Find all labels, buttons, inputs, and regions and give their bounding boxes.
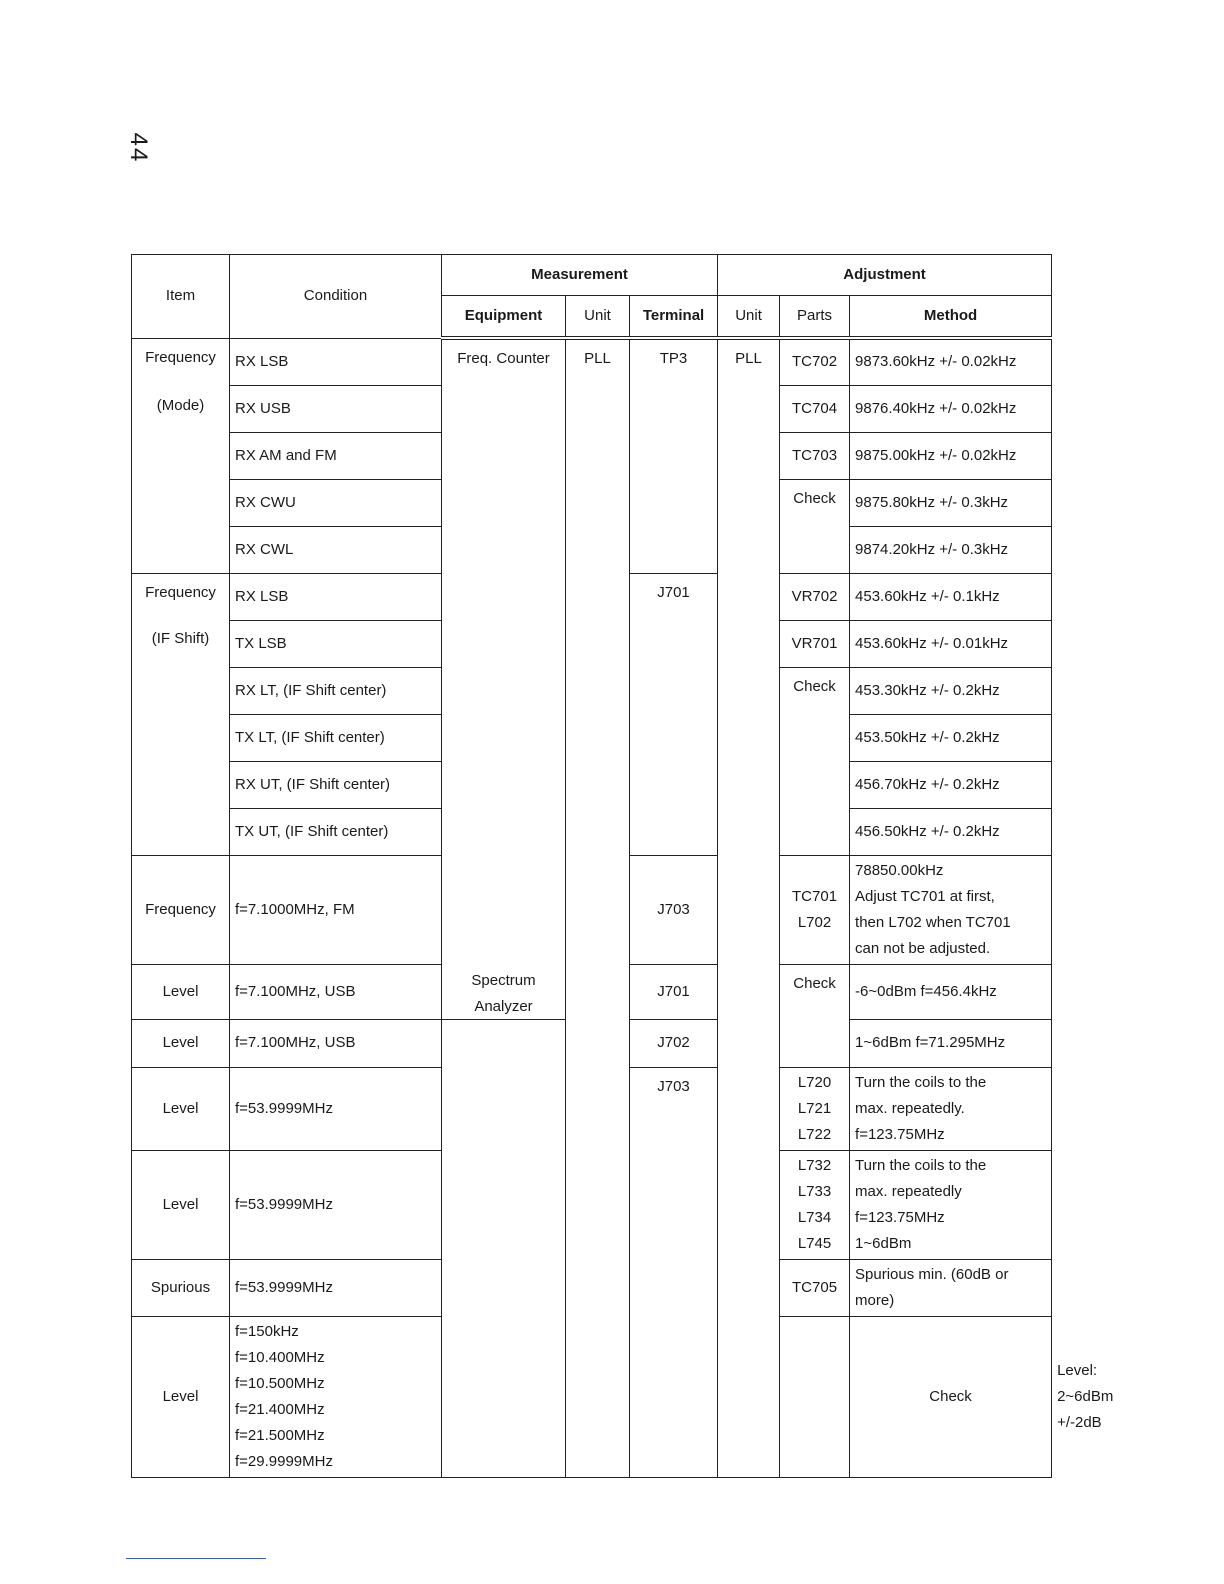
method-cell: 456.50kHz +/- 0.2kHz	[850, 808, 1052, 855]
condition-cell: RX LSB	[230, 573, 442, 620]
method-cell: 9873.60kHz +/- 0.02kHz	[850, 338, 1052, 385]
method-cell	[850, 1259, 1052, 1316]
method-line: more)	[855, 1291, 895, 1309]
adj-unit-cell: PLL	[718, 338, 780, 1477]
method-line: Spurious min. (60dB or	[855, 1265, 1009, 1283]
meas-unit-cell: PLL	[566, 338, 630, 1477]
method-line: Turn the coils to the	[855, 1073, 987, 1091]
method-line: f=123.75MHz	[855, 1125, 945, 1143]
parts-cell: Check	[780, 964, 850, 1067]
condition-line: f=10.400MHz	[235, 1348, 325, 1366]
header-item: Item	[132, 255, 230, 339]
part-label: L721	[797, 1099, 832, 1117]
item-cell: Level	[132, 1067, 230, 1150]
header-adj-unit: Unit	[718, 296, 780, 339]
item-label: (Mode)	[156, 396, 205, 414]
equipment-label: Analyzer	[474, 997, 533, 1015]
terminal-cell: J701	[630, 964, 718, 1019]
item-label: Frequency	[145, 583, 216, 601]
method-line: max. repeatedly	[855, 1182, 962, 1200]
method-cell: 453.50kHz +/- 0.2kHz	[850, 714, 1052, 761]
method-line: max. repeatedly.	[855, 1099, 965, 1117]
header-terminal: Terminal	[630, 296, 718, 339]
condition-line: f=21.500MHz	[235, 1426, 325, 1444]
equipment-label: Spectrum	[471, 971, 536, 989]
table-row: Level f=150kHz f=10.400MHz f=10.500MHz f=21.400MHz f=21.500MHz f=29.9999MHz Check Level: 2~6dBm +/-2dB	[132, 1316, 1052, 1477]
item-cell	[132, 338, 230, 573]
method-line: 1~6dBm	[855, 1234, 912, 1252]
equipment-cell	[780, 1316, 850, 1477]
condition-cell: RX USB	[230, 385, 442, 432]
condition-line: f=150kHz	[235, 1322, 299, 1340]
parts-cell	[780, 1150, 850, 1259]
footer-rule	[126, 1558, 266, 1559]
header-equipment: Equipment	[442, 296, 566, 339]
item-cell: Level	[132, 1316, 230, 1477]
item-cell	[132, 573, 230, 855]
page-number: 44	[125, 132, 152, 164]
part-label: L732	[797, 1156, 832, 1174]
condition-cell: f=53.9999MHz	[230, 1150, 442, 1259]
equipment-cell	[442, 971, 566, 1477]
part-label: L722	[797, 1125, 832, 1143]
item-cell: Level	[132, 964, 230, 1019]
item-cell: Level	[132, 1150, 230, 1259]
method-cell: 9874.20kHz +/- 0.3kHz	[850, 526, 1052, 573]
method-cell	[850, 1150, 1052, 1259]
condition-cell: f=7.1000MHz, FM	[230, 855, 442, 964]
method-line: Turn the coils to the	[855, 1156, 987, 1174]
parts-cell: Check	[780, 667, 850, 855]
method-cell: 453.30kHz +/- 0.2kHz	[850, 667, 1052, 714]
method-cell: 1~6dBm f=71.295MHz	[850, 1019, 1052, 1067]
item-label: (IF Shift)	[151, 629, 210, 647]
condition-cell: TX UT, (IF Shift center)	[230, 808, 442, 855]
method-line: 78850.00kHz	[855, 861, 944, 879]
parts-cell: TC705	[780, 1259, 850, 1316]
method-cell: 9875.80kHz +/- 0.3kHz	[850, 479, 1052, 526]
condition-cell: f=7.100MHz, USB	[230, 1019, 442, 1067]
condition-cell: RX AM and FM	[230, 432, 442, 479]
part-label: L733	[797, 1182, 832, 1200]
condition-cell: TX LT, (IF Shift center)	[230, 714, 442, 761]
item-cell: Spurious	[132, 1259, 230, 1316]
header-condition: Condition	[230, 255, 442, 339]
condition-cell	[230, 1316, 442, 1477]
header-adjustment: Adjustment	[718, 255, 1052, 296]
condition-cell: TX LSB	[230, 620, 442, 667]
part-label: L702	[797, 913, 832, 931]
parts-cell: Check	[850, 1316, 1052, 1477]
terminal-cell: J703	[630, 855, 718, 964]
item-cell: Level	[132, 1019, 230, 1067]
equipment-label: Freq. Counter	[457, 350, 550, 367]
method-cell: 9875.00kHz +/- 0.02kHz	[850, 432, 1052, 479]
header-measurement: Measurement	[442, 255, 718, 296]
method-line: f=123.75MHz	[855, 1208, 945, 1226]
condition-line: f=29.9999MHz	[235, 1452, 333, 1470]
part-label: TC701	[792, 887, 838, 905]
equipment-cell	[442, 338, 566, 1019]
parts-cell	[780, 855, 850, 964]
header-method: Method	[850, 296, 1052, 339]
condition-cell: RX LSB	[230, 338, 442, 385]
method-cell	[850, 1067, 1052, 1150]
terminal-cell: J702	[630, 1019, 718, 1067]
header-meas-unit: Unit	[566, 296, 630, 339]
condition-cell: f=53.9999MHz	[230, 1067, 442, 1150]
item-label: Frequency	[145, 348, 216, 366]
method-cell: 9876.40kHz +/- 0.02kHz	[850, 385, 1052, 432]
part-label: L734	[797, 1208, 832, 1226]
parts-cell: TC703	[780, 432, 850, 479]
method-line: then L702 when TC701	[855, 913, 1011, 931]
method-cell: -6~0dBm f=456.4kHz	[850, 964, 1052, 1019]
condition-cell: RX CWL	[230, 526, 442, 573]
condition-cell: RX CWU	[230, 479, 442, 526]
adjustment-table	[131, 254, 1114, 1478]
parts-cell: VR701	[780, 620, 850, 667]
terminal-cell: TP3	[630, 338, 718, 573]
header-parts: Parts	[780, 296, 850, 339]
condition-cell: f=7.100MHz, USB	[230, 964, 442, 1019]
condition-line: f=10.500MHz	[235, 1374, 325, 1392]
part-label: L720	[797, 1073, 832, 1091]
parts-cell: TC704	[780, 385, 850, 432]
part-label: L745	[797, 1234, 832, 1252]
condition-cell: RX LT, (IF Shift center)	[230, 667, 442, 714]
method-line: can not be adjusted.	[855, 939, 991, 957]
parts-cell: TC702	[780, 338, 850, 385]
parts-cell: Check	[780, 479, 850, 573]
item-cell: Frequency	[132, 855, 230, 964]
table-row	[132, 338, 1052, 385]
method-cell: 453.60kHz +/- 0.1kHz	[850, 573, 1052, 620]
method-cell: 453.60kHz +/- 0.01kHz	[850, 620, 1052, 667]
terminal-cell: J701	[630, 573, 718, 855]
terminal-cell: J703	[630, 1067, 718, 1477]
condition-line: f=21.400MHz	[235, 1400, 325, 1418]
parts-cell: VR702	[780, 573, 850, 620]
method-cell: 456.70kHz +/- 0.2kHz	[850, 761, 1052, 808]
method-line: Adjust TC701 at first,	[855, 887, 995, 905]
condition-cell: f=53.9999MHz	[230, 1259, 442, 1316]
method-cell	[850, 855, 1052, 964]
parts-cell	[780, 1067, 850, 1150]
condition-cell: RX UT, (IF Shift center)	[230, 761, 442, 808]
